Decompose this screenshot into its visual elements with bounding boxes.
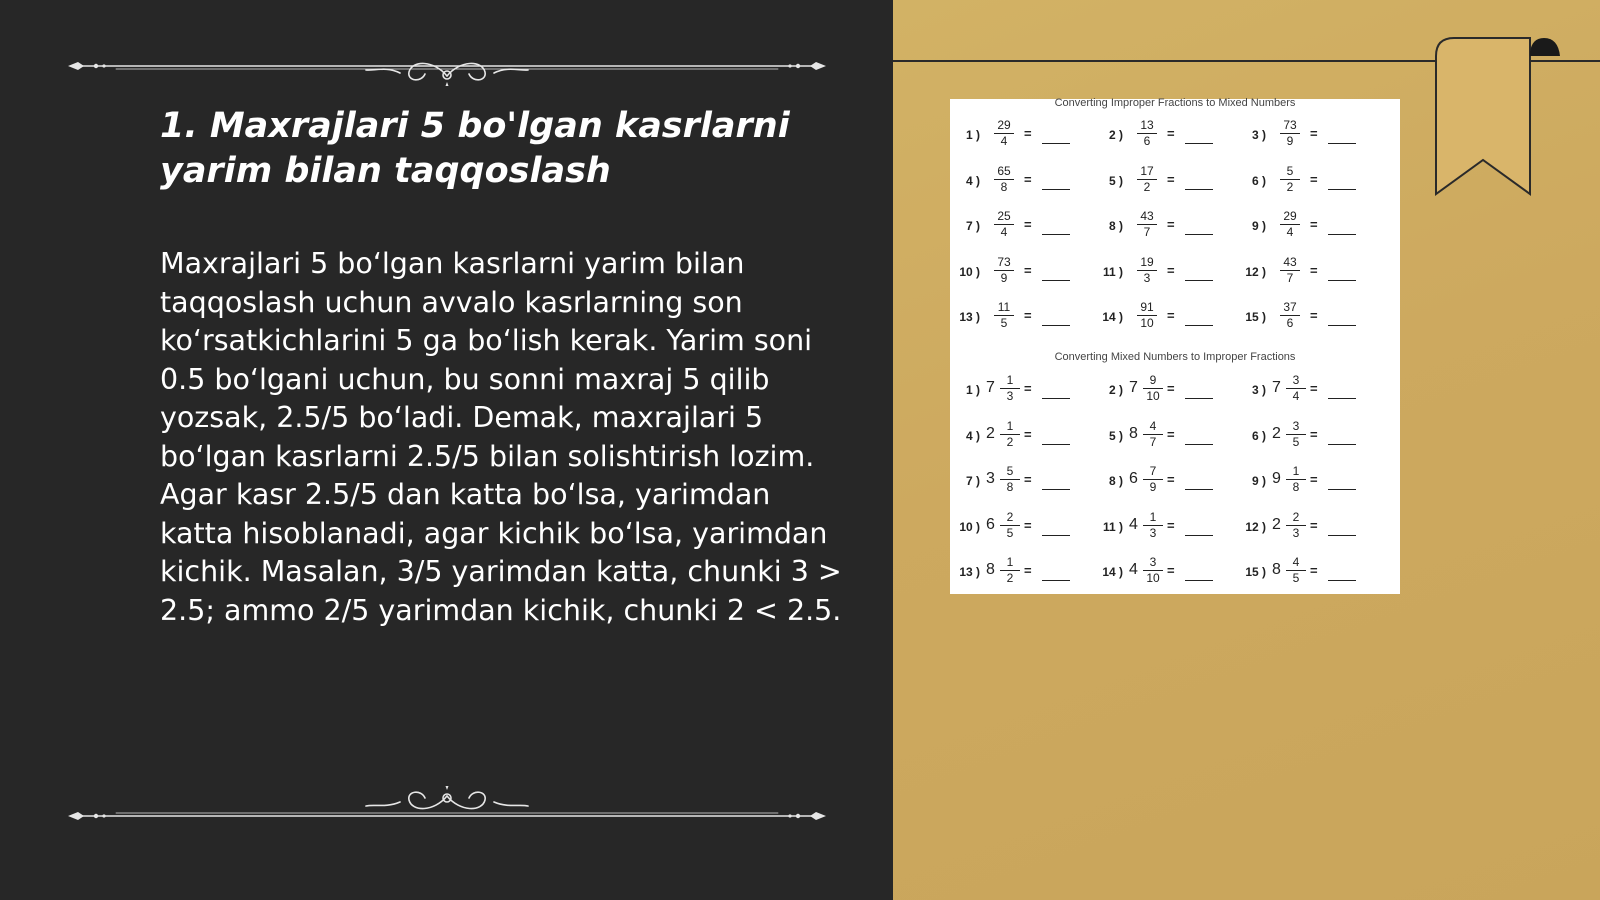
worksheet-problem (950, 116, 1093, 156)
numerator: 1 (1149, 509, 1157, 524)
whole-number: 2 (986, 424, 995, 442)
denominator: 8 (1286, 479, 1306, 495)
answer-blank (1042, 535, 1070, 536)
denominator: 5 (1000, 525, 1020, 541)
answer-blank (1328, 489, 1356, 490)
denominator: 8 (1000, 479, 1020, 495)
denominator: 4 (1280, 224, 1300, 240)
numerator: 29 (1283, 209, 1297, 223)
denominator: 10 (1143, 388, 1163, 404)
fraction (1280, 255, 1300, 286)
fraction (1286, 510, 1306, 541)
denominator: 9 (1280, 133, 1300, 149)
answer-blank (1185, 398, 1213, 399)
equals-sign: = (1024, 217, 1032, 232)
worksheet-problem (1236, 371, 1379, 411)
worksheet-problem (1236, 207, 1379, 247)
worksheet-problem (950, 207, 1093, 247)
denominator: 5 (1286, 570, 1306, 586)
denominator: 3 (1000, 388, 1020, 404)
answer-blank (1328, 580, 1356, 581)
answer-blank (1042, 398, 1070, 399)
worksheet-problem (1093, 417, 1236, 457)
numerator: 4 (1149, 418, 1157, 433)
problem-number: 11 ) (1102, 264, 1123, 279)
worksheet-problem (1093, 553, 1236, 593)
answer-blank (1185, 189, 1213, 190)
worksheet-problem (1093, 116, 1236, 156)
worksheet-problem (950, 253, 1093, 293)
problem-number: 8 ) (1108, 219, 1123, 233)
problem-number: 4 ) (965, 428, 980, 443)
denominator: 2 (1137, 179, 1157, 195)
denominator: 2 (1000, 570, 1020, 586)
worksheet-problem (950, 508, 1093, 548)
numerator: 43 (1140, 209, 1154, 223)
problem-number: 1 ) (965, 128, 980, 142)
denominator: 8 (994, 179, 1014, 195)
problem-number: 14 ) (1102, 310, 1123, 324)
worksheet-problem (1236, 116, 1379, 156)
worksheet-problem (1236, 508, 1379, 548)
equals-sign: = (1167, 217, 1175, 232)
denominator: 6 (1137, 133, 1157, 149)
problem-number: 13 ) (959, 310, 980, 324)
fraction (1137, 300, 1157, 331)
worksheet-problem (1093, 298, 1236, 338)
fraction (1286, 419, 1306, 450)
equals-sign: = (1167, 262, 1175, 278)
fraction (1137, 164, 1157, 195)
fraction (994, 255, 1014, 286)
problem-number: 10 ) (959, 519, 980, 534)
denominator: 4 (994, 224, 1014, 240)
equals-sign: = (1310, 171, 1318, 187)
numerator: 73 (1283, 118, 1297, 132)
fraction (1000, 510, 1020, 541)
numerator: 4 (1292, 555, 1300, 569)
answer-blank (1328, 325, 1356, 326)
denominator: 3 (1286, 525, 1306, 541)
numerator: 2 (1006, 509, 1014, 524)
worksheet-problem (1236, 253, 1379, 293)
numerator: 37 (1283, 300, 1297, 314)
equals-sign: = (1310, 563, 1318, 578)
answer-blank (1328, 234, 1356, 235)
fraction (1143, 464, 1163, 495)
fraction (1000, 419, 1020, 450)
equals-sign: = (1024, 472, 1032, 487)
numerator: 3 (1292, 373, 1300, 387)
answer-blank (1042, 580, 1070, 581)
fraction (1143, 555, 1163, 586)
answer-blank (1328, 535, 1356, 536)
numerator: 25 (997, 209, 1011, 223)
numerator: 1 (1006, 373, 1014, 387)
fraction (994, 300, 1014, 331)
fraction (994, 209, 1014, 240)
fractions-worksheet (950, 99, 1400, 594)
fraction (1000, 464, 1020, 495)
answer-blank (1185, 325, 1213, 326)
denominator: 9 (1143, 479, 1163, 495)
worksheet-problem (950, 371, 1093, 411)
denominator: 5 (994, 315, 1014, 331)
numerator: 7 (1149, 464, 1157, 478)
answer-blank (1042, 280, 1070, 281)
answer-blank (1185, 535, 1213, 536)
fraction (1143, 373, 1163, 404)
answer-blank (1042, 489, 1070, 490)
equals-sign: = (1167, 308, 1175, 323)
worksheet-problem (1093, 371, 1236, 411)
fraction (994, 164, 1014, 195)
answer-blank (1185, 280, 1213, 281)
fraction (1137, 118, 1157, 149)
denominator: 7 (1137, 224, 1157, 240)
equals-sign: = (1167, 517, 1175, 533)
fraction (1280, 209, 1300, 240)
slide-title: 1. Maxrajlari 5 bo'lgan kasrlarni yarim bilan taqqoslash (160, 106, 790, 191)
equals-sign: = (1024, 171, 1032, 187)
worksheet-problem (1093, 508, 1236, 548)
answer-blank (1185, 489, 1213, 490)
equals-sign: = (1024, 563, 1032, 578)
denominator: 4 (994, 133, 1014, 149)
worksheet-problem (950, 162, 1093, 202)
answer-blank (1185, 143, 1213, 144)
problem-number: 4 ) (965, 173, 980, 188)
fraction (1137, 255, 1157, 286)
whole-number: 6 (986, 515, 995, 533)
numerator: 1 (1292, 464, 1300, 478)
fraction (1286, 464, 1306, 495)
whole-number: 7 (986, 379, 995, 396)
problem-number: 14 ) (1102, 565, 1123, 579)
problem-number: 3 ) (1251, 128, 1266, 142)
problem-number: 12 ) (1245, 264, 1266, 279)
denominator: 9 (994, 270, 1014, 286)
numerator: 43 (1283, 254, 1297, 269)
equals-sign: = (1310, 308, 1318, 323)
denominator: 7 (1280, 270, 1300, 286)
problem-number: 5 ) (1108, 428, 1123, 443)
answer-blank (1185, 444, 1213, 445)
slide-body-text: Maxrajlari 5 bo‘lgan kasrlarni yarim bilan taqqoslash uchun avvalo kasrlarning son ko‘rsatkichlarini 5 ga bo‘lish kerak. Yarim soni 0.5 bo‘lgani uchun, bu sonni maxraj 5 qilib yozsak, 2.5/5 bo‘ladi. Demak, maxrajlari 5 bo‘lgan kasrlarni 2.5/5 bilan solishtirish lozim. Agar kasr 2.5/5 dan katta bo‘lsa, yarimdan katta hisoblanadi, agar kichik bo‘lsa, yarimdan kichik. Masalan, 3/5 yarimdan katta, chunki 3 > 2.5; ammo 2/5 yarimdan kichik, chunki 2 < 2.5. (160, 247, 842, 627)
fraction (1280, 300, 1300, 331)
answer-blank (1328, 398, 1356, 399)
worksheet-problem (1236, 162, 1379, 202)
problem-number: 13 ) (959, 565, 980, 579)
numerator: 19 (1140, 254, 1154, 269)
fraction (1143, 510, 1163, 541)
answer-blank (1042, 143, 1070, 144)
worksheet-problem (1236, 298, 1379, 338)
worksheet-problem (950, 462, 1093, 502)
whole-number: 4 (1129, 515, 1138, 533)
worksheet-heading-mixed: Converting Mixed Numbers to Improper Fractions (1054, 351, 1296, 363)
denominator: 3 (1137, 270, 1157, 286)
worksheet-problem (1093, 462, 1236, 502)
problem-number: 10 ) (959, 264, 980, 279)
problem-number: 6 ) (1251, 428, 1266, 443)
numerator: 11 (997, 300, 1011, 314)
whole-number: 8 (1129, 424, 1138, 442)
equals-sign: = (1310, 517, 1318, 533)
numerator: 73 (997, 254, 1011, 269)
fraction (1000, 373, 1020, 404)
equals-sign: = (1024, 308, 1032, 323)
problem-number: 12 ) (1245, 519, 1266, 534)
worksheet-problem (950, 417, 1093, 457)
answer-blank (1328, 143, 1356, 144)
equals-sign: = (1310, 126, 1318, 141)
equals-sign: = (1310, 262, 1318, 278)
numerator: 1 (1006, 418, 1014, 433)
denominator: 2 (1000, 434, 1020, 450)
numerator: 9 (1149, 373, 1157, 387)
problem-number: 3 ) (1251, 383, 1266, 397)
whole-number: 6 (1129, 470, 1138, 487)
answer-blank (1328, 189, 1356, 190)
equals-sign: = (1024, 517, 1032, 533)
answer-blank (1185, 580, 1213, 581)
whole-number: 2 (1272, 515, 1281, 533)
problem-number: 2 ) (1108, 128, 1123, 142)
worksheet-problem (950, 298, 1093, 338)
numerator: 29 (997, 118, 1011, 132)
denominator: 5 (1286, 434, 1306, 450)
equals-sign: = (1167, 126, 1175, 141)
whole-number: 7 (1129, 379, 1138, 396)
answer-blank (1042, 444, 1070, 445)
worksheet-problem (1236, 462, 1379, 502)
worksheet-problem (1236, 553, 1379, 593)
fraction (1286, 555, 1306, 586)
top-ornament (68, 46, 826, 86)
denominator: 3 (1143, 525, 1163, 541)
equals-sign: = (1024, 262, 1032, 278)
bookmark-icon (1432, 36, 1562, 206)
worksheet-heading-improper: Converting Improper Fractions to Mixed Numbers (1054, 97, 1296, 109)
denominator: 10 (1143, 570, 1163, 586)
numerator: 91 (1140, 300, 1154, 314)
equals-sign: = (1310, 472, 1318, 487)
problem-number: 15 ) (1245, 565, 1266, 579)
fraction (1280, 118, 1300, 149)
problem-number: 5 ) (1108, 173, 1123, 188)
equals-sign: = (1167, 426, 1175, 442)
answer-blank (1328, 280, 1356, 281)
worksheet-problem (1093, 253, 1236, 293)
equals-sign: = (1167, 472, 1175, 487)
answer-blank (1328, 444, 1356, 445)
worksheet-problem (1236, 417, 1379, 457)
numerator: 17 (1140, 163, 1154, 178)
denominator: 2 (1280, 179, 1300, 195)
answer-blank (1042, 325, 1070, 326)
problem-number: 9 ) (1251, 474, 1266, 488)
answer-blank (1042, 189, 1070, 190)
numerator: 2 (1292, 509, 1300, 524)
equals-sign: = (1167, 563, 1175, 578)
problem-number: 7 ) (965, 219, 980, 233)
equals-sign: = (1024, 126, 1032, 141)
numerator: 5 (1286, 163, 1294, 178)
whole-number: 7 (1272, 379, 1281, 396)
fraction (994, 118, 1014, 149)
equals-sign: = (1024, 381, 1032, 396)
equals-sign: = (1310, 426, 1318, 442)
denominator: 4 (1286, 388, 1306, 404)
whole-number: 9 (1272, 470, 1281, 487)
numerator: 65 (997, 163, 1011, 178)
numerator: 3 (1292, 418, 1300, 433)
problem-number: 9 ) (1251, 219, 1266, 233)
fraction (1137, 209, 1157, 240)
denominator: 10 (1137, 315, 1157, 331)
numerator: 3 (1149, 555, 1157, 569)
numerator: 1 (1006, 555, 1014, 569)
numerator: 13 (1140, 118, 1154, 132)
numerator: 5 (1006, 464, 1014, 478)
problem-number: 6 ) (1251, 173, 1266, 188)
denominator: 7 (1143, 434, 1163, 450)
problem-number: 7 ) (965, 474, 980, 488)
whole-number: 8 (1272, 561, 1281, 578)
equals-sign: = (1167, 381, 1175, 396)
whole-number: 2 (1272, 424, 1281, 442)
problem-number: 15 ) (1245, 310, 1266, 324)
whole-number: 3 (986, 470, 995, 487)
whole-number: 4 (1129, 561, 1138, 578)
problem-number: 11 ) (1102, 519, 1123, 534)
bottom-ornament (68, 786, 826, 826)
fraction (1280, 164, 1300, 195)
answer-blank (1185, 234, 1213, 235)
worksheet-problem (1093, 162, 1236, 202)
denominator: 6 (1280, 315, 1300, 331)
fraction (1143, 419, 1163, 450)
problem-number: 1 ) (965, 383, 980, 397)
equals-sign: = (1024, 426, 1032, 442)
equals-sign: = (1310, 381, 1318, 396)
problem-number: 2 ) (1108, 383, 1123, 397)
worksheet-problem (950, 553, 1093, 593)
answer-blank (1042, 234, 1070, 235)
problem-number: 8 ) (1108, 474, 1123, 488)
equals-sign: = (1167, 171, 1175, 187)
fraction (1000, 555, 1020, 586)
fraction (1286, 373, 1306, 404)
equals-sign: = (1310, 217, 1318, 232)
whole-number: 8 (986, 561, 995, 578)
worksheet-problem (1093, 207, 1236, 247)
